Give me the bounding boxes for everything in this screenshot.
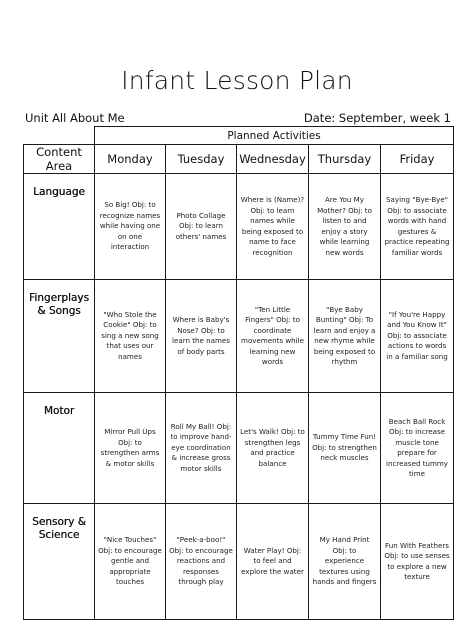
activity-cell: Fun With Feathers Obj: to use senses to explore a new texture bbox=[381, 504, 454, 620]
activity-cell: "Peek-a-boo!" Obj: to encourage reactions and responses through play bbox=[166, 504, 237, 620]
activity-cell: My Hand Print Obj: to experience textures using hands and fingers bbox=[309, 504, 381, 620]
activity-cell: Saying "Bye-Bye" Obj: to associate words with hand gestures & practice repeating familiar words bbox=[381, 174, 454, 280]
day-header-thursday: Thursday bbox=[309, 145, 381, 174]
activity-cell: Photo Collage Obj: to learn others' names bbox=[166, 174, 237, 280]
date-label: Date: September, week 1 bbox=[303, 111, 451, 125]
activity-cell: Where is (Name)? Obj: to learn names while being exposed to name to face recognition bbox=[237, 174, 309, 280]
content-area-language: Language bbox=[24, 174, 95, 280]
activity-cell: "Ten Little Fingers" Obj: to coordinate movements while learning new words bbox=[237, 280, 309, 393]
activity-cell: Tummy Time Fun! Obj: to strengthen neck muscles bbox=[309, 393, 381, 504]
table-row bbox=[24, 280, 454, 393]
lesson-plan-table bbox=[23, 126, 454, 620]
table-row bbox=[24, 174, 454, 280]
activity-cell: Roll My Ball! Obj: to improve hand-eye coordination & increase gross motor skills bbox=[166, 393, 237, 504]
activity-cell: Mirror Pull Ups Obj: to strengthen arms & motor skills bbox=[95, 393, 166, 504]
day-header-tuesday: Tuesday bbox=[166, 145, 237, 174]
table-row bbox=[24, 504, 454, 620]
content-area-fingerplays-songs: Fingerplays & Songs bbox=[24, 280, 95, 393]
activity-cell: "If You're Happy and You Know It" Obj: to associate actions to words in a familiar song bbox=[381, 280, 454, 393]
day-header-monday: Monday bbox=[95, 145, 166, 174]
blank-corner-cell bbox=[24, 127, 95, 145]
table-row bbox=[24, 393, 454, 504]
activity-cell: Let's Walk! Obj: to strengthen legs and practice balance bbox=[237, 393, 309, 504]
activity-cell: Water Play! Obj: to feel and explore the water bbox=[237, 504, 309, 620]
planned-activities-header: Planned Activities bbox=[95, 127, 454, 145]
day-header-wednesday: Wednesday bbox=[237, 145, 309, 174]
content-area-sensory-science: Sensory & Science bbox=[24, 504, 95, 620]
activity-cell: Where is Baby's Nose? Obj: to learn the names of body parts bbox=[166, 280, 237, 393]
activity-cell: So Big! Obj: to recognize names while having one on one interaction bbox=[95, 174, 166, 280]
unit-label: Unit All About Me bbox=[25, 111, 125, 125]
content-area-motor: Motor bbox=[24, 393, 95, 504]
content-area-header: Content Area bbox=[24, 145, 95, 174]
day-header-friday: Friday bbox=[381, 145, 454, 174]
activity-cell: "Bye Baby Bunting" Obj: To learn and enjoy a new rhyme while being exposed to rhythm bbox=[309, 280, 381, 393]
activity-cell: Beach Ball Rock Obj: to increase muscle tone prepare for increased tummy time bbox=[381, 393, 454, 504]
activity-cell: Are You My Mother? Obj: to listen to and enjoy a story while learning new words bbox=[309, 174, 381, 280]
activity-cell: "Nice Touches" Obj: to encourage gentle and appropriate touches bbox=[95, 504, 166, 620]
page-title: Infant Lesson Plan bbox=[121, 66, 353, 95]
activity-cell: "Who Stole the Cookie" Obj: to sing a new song that uses our names bbox=[95, 280, 166, 393]
